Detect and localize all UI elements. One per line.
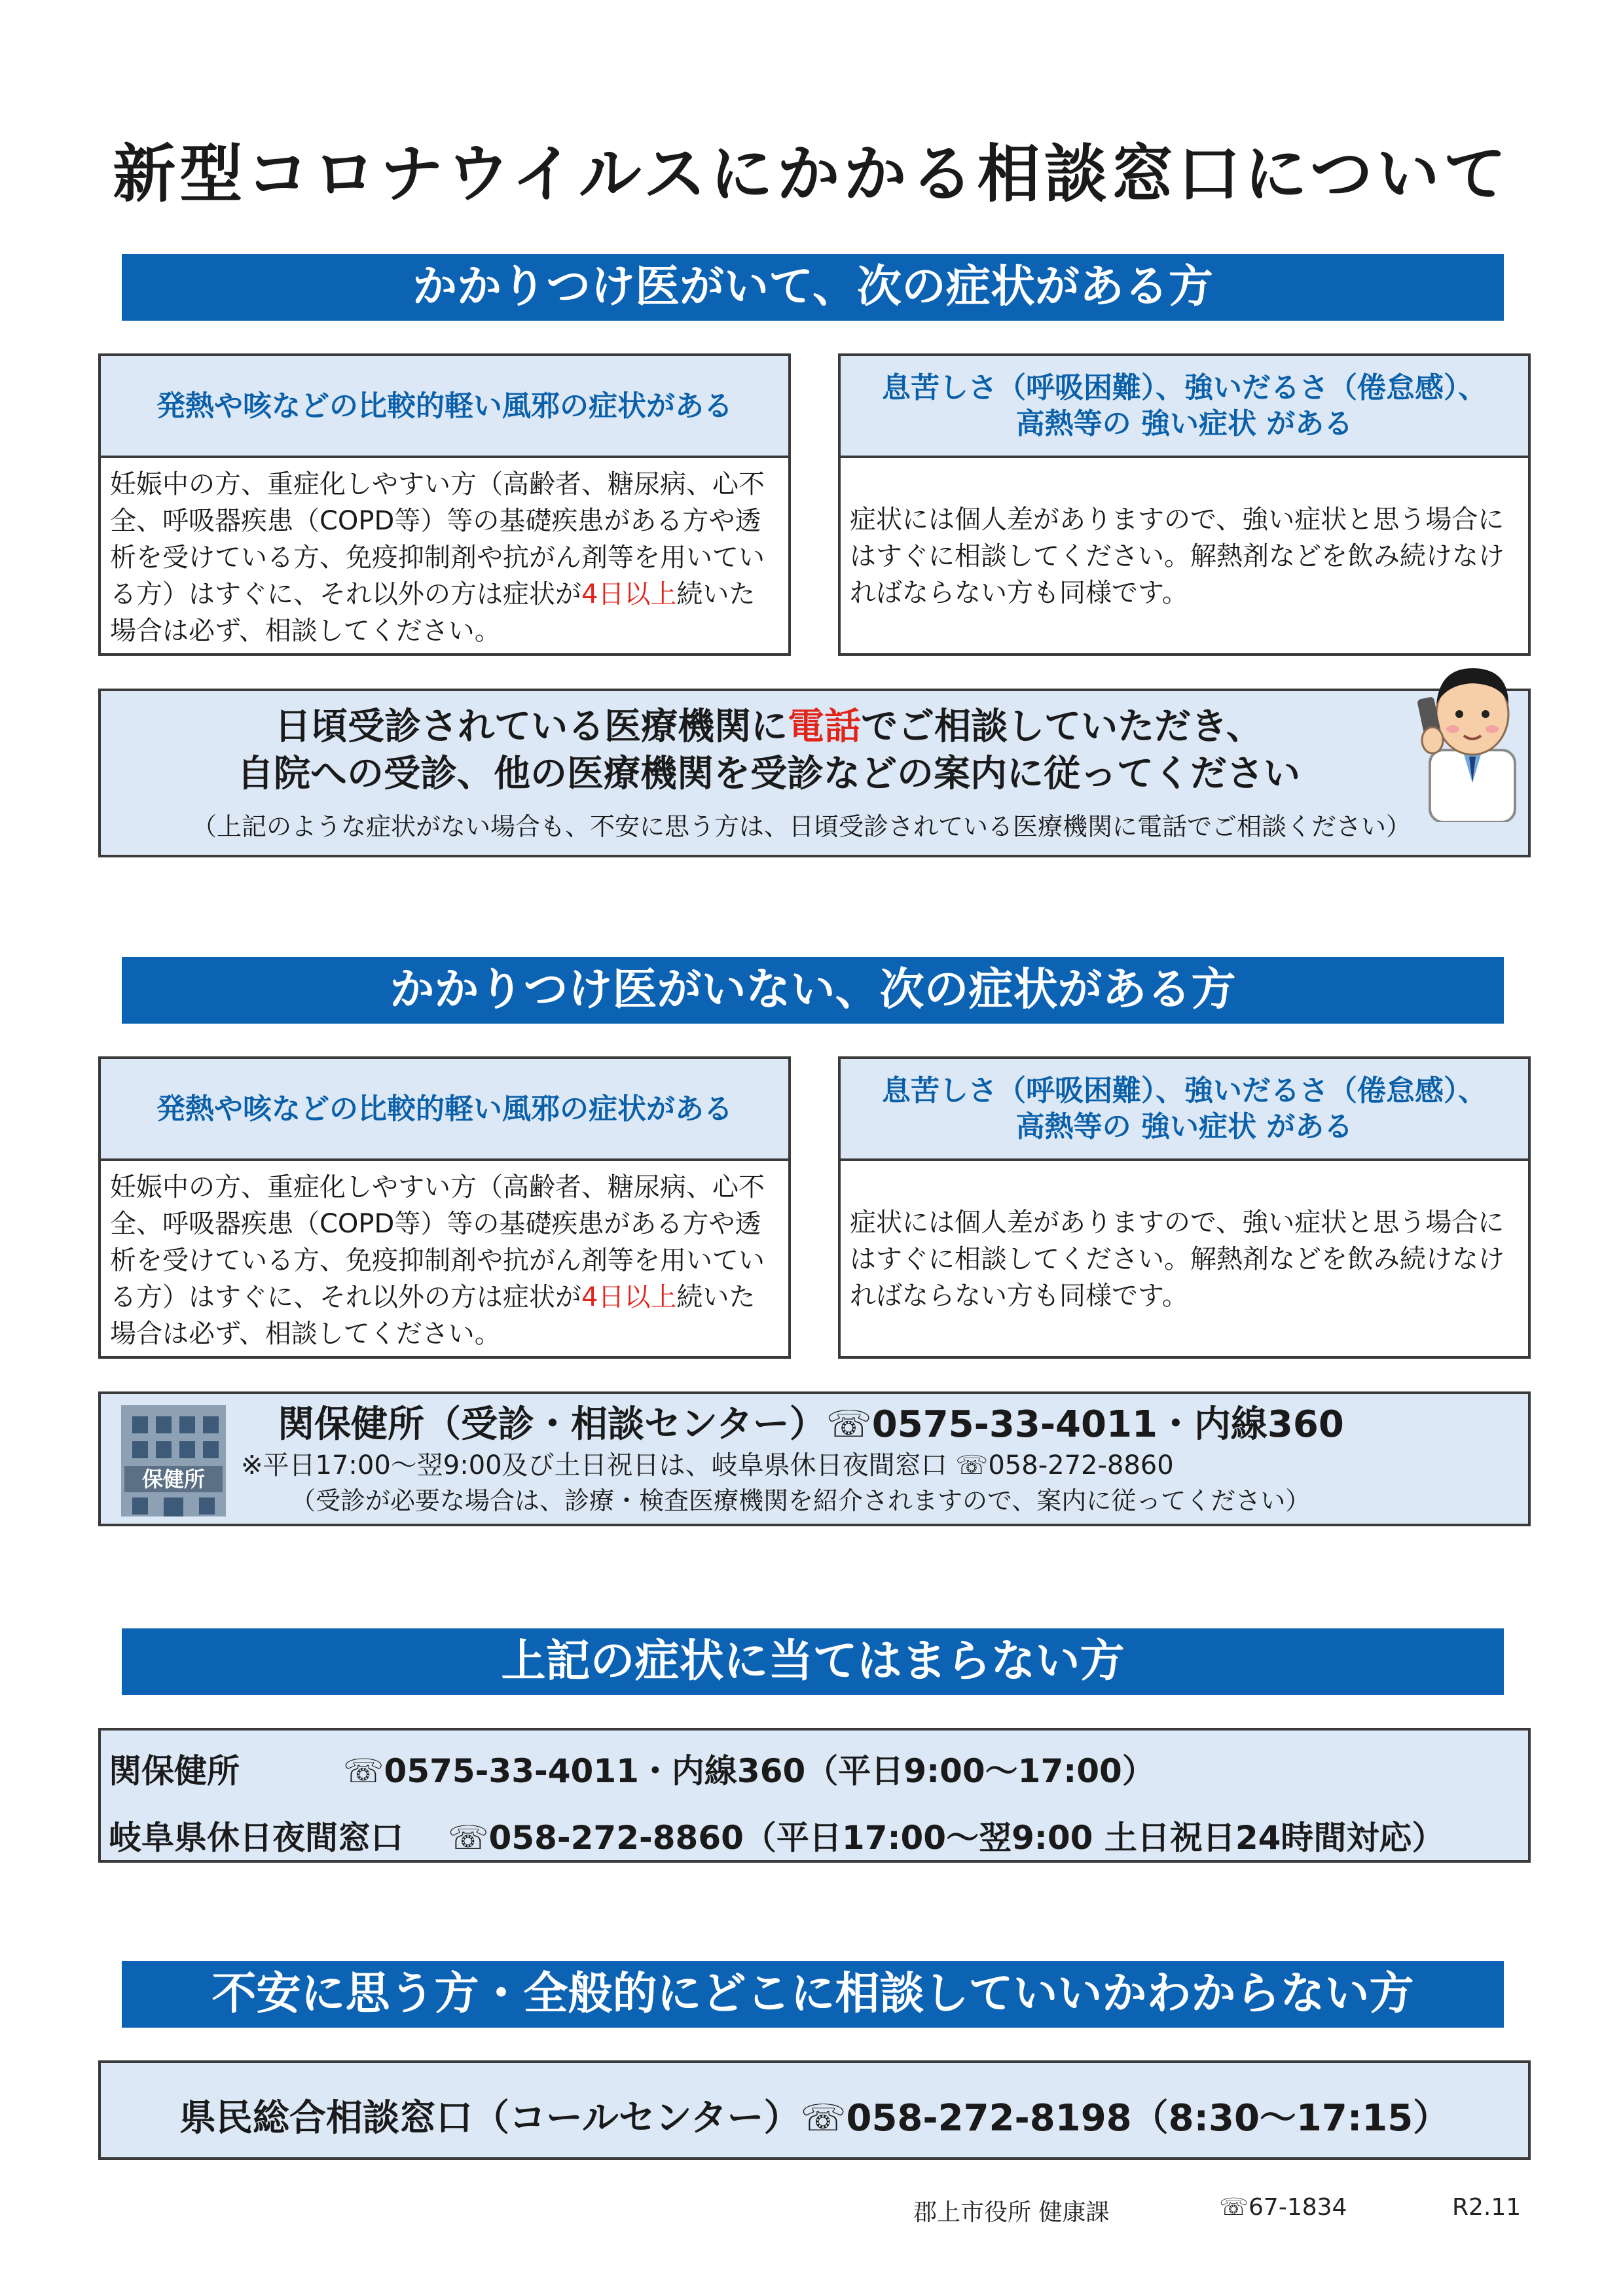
doctor-phone-icon [1417,652,1528,822]
section2-mild-box [98,1056,791,1359]
section3-row1-tel: ☏0575-33-4011・内線360（平日9:00～17:00） [343,1752,1155,1790]
section1-severe-head-line1: 息苦しさ（呼吸困難）、強いだるさ（倦怠感）、 [882,371,1487,404]
section1-severe-head [841,356,1528,458]
section2-severe-box [838,1056,1531,1359]
section1-banner: かかりつけ医がいて、次の症状がある方 [122,254,1504,321]
section3-box [98,1728,1531,1863]
section3-row2-name: 岐阜県休日夜間窓口 [109,1819,403,1857]
footer-office: 郡上市役所 健康課 [913,2199,1110,2226]
section3-row2-tel: ☏058-272-8860（平日17:00～翌9:00 土日祝日24時間対応） [448,1819,1445,1857]
section1-mild-body [101,466,788,649]
footer-tel: ☏67-1834 [1219,2194,1347,2221]
section1-info-line1: 日頃受診されている医療機関に電話でご相談していただき、 [274,706,1263,748]
health-center-line1: 関保健所（受診・相談センター）☏0575-33-4011・内線360 [278,1403,1344,1446]
section3-row1-name: 関保健所 [109,1752,240,1790]
section2-mild-text-red: 4日以上 [581,1282,677,1312]
section2-severe-body: 症状には個人差がありますので、強い症状と思う場合にはすぐに相談してください。解熱剤などを飲み続けなければならない方も同様です。 [850,1208,1504,1311]
section2-severe-head-line2: 高熱等の 強い症状 がある [1015,1110,1353,1143]
phone-emphasis: 電話 [788,706,862,748]
section1-severe-box [838,353,1531,656]
health-center-icon-label: 保健所 [141,1467,205,1492]
section1-info-box [98,689,1531,857]
section2-banner: かかりつけ医がいない、次の症状がある方 [122,957,1504,1024]
section1-info-note: （上記のような症状がない場合も、不安に思う方は、日頃受診されている医療機関に電話でご相談ください） [191,812,1411,841]
section2-severe-head-line1: 息苦しさ（呼吸困難）、強いだるさ（倦怠感）、 [882,1074,1487,1107]
section2-mild-text-a: 妊娠中の方、重症化しやすい方（高齢者、糖尿病、心不全、呼吸器疾患（COPD等）等の基礎疾患がある方や透析を受けている方、免疫抑制剤や抗がん剤等を用いている方）はすぐに、それ以外の方は症状が [110,1172,765,1312]
section2-severe-head [841,1059,1528,1161]
health-center-line2: ※平日17:00～翌9:00及び土日祝日は、岐阜県休日夜間窓口 ☏058-272-8860 [241,1450,1174,1480]
section1-severe-body: 症状には個人差がありますので、強い症状と思う場合にはすぐに相談してください。解熱剤などを飲み続けなければならない方も同様です。 [850,505,1504,608]
footer-date: R2.11 [1452,2194,1522,2221]
page-title: 新型コロナウイルスにかかる相談窓口について [113,137,1510,211]
section3-banner: 上記の症状に当てはまらない方 [122,1628,1504,1695]
section2-mild-head: 発熱や咳などの比較的軽い風邪の症状がある [101,1059,788,1161]
health-center-building-icon [118,1402,229,1520]
health-center-box [98,1391,1531,1526]
section1-info-line2: 自院への受診、他の医療機関を受診などの案内に従ってください [237,753,1300,795]
section2-mild-body [101,1169,788,1352]
section1-mild-text-a: 妊娠中の方、重症化しやすい方（高齢者、糖尿病、心不全、呼吸器疾患（COPD等）等の基礎疾患がある方や透析を受けている方、免疫抑制剤や抗がん剤等を用いている方）はすぐに、それ以外の方は症状が [110,469,765,609]
section2-mild-text-b: 続いた場合は必ず、相談してください。 [110,1282,756,1349]
section1-mild-text-red: 4日以上 [581,579,677,609]
health-center-line3: （受診が必要な場合は、診療・検査医療機関を紹介されますので、案内に従ってください） [291,1486,1311,1515]
section1-mild-head: 発熱や咳などの比較的軽い風邪の症状がある [101,356,788,458]
section4-line: 県民総合相談窓口（コールセンター）☏058-272-8198（8:30～17:15） [179,2097,1450,2140]
section1-mild-text-b: 続いた場合は必ず、相談してください。 [110,579,756,646]
section1-severe-head-line2: 高熱等の 強い症状 がある [1015,407,1353,440]
section4-box [98,2060,1531,2160]
section1-mild-box [98,353,791,656]
section4-banner: 不安に思う方・全般的にどこに相談していいかわからない方 [122,1961,1504,2028]
